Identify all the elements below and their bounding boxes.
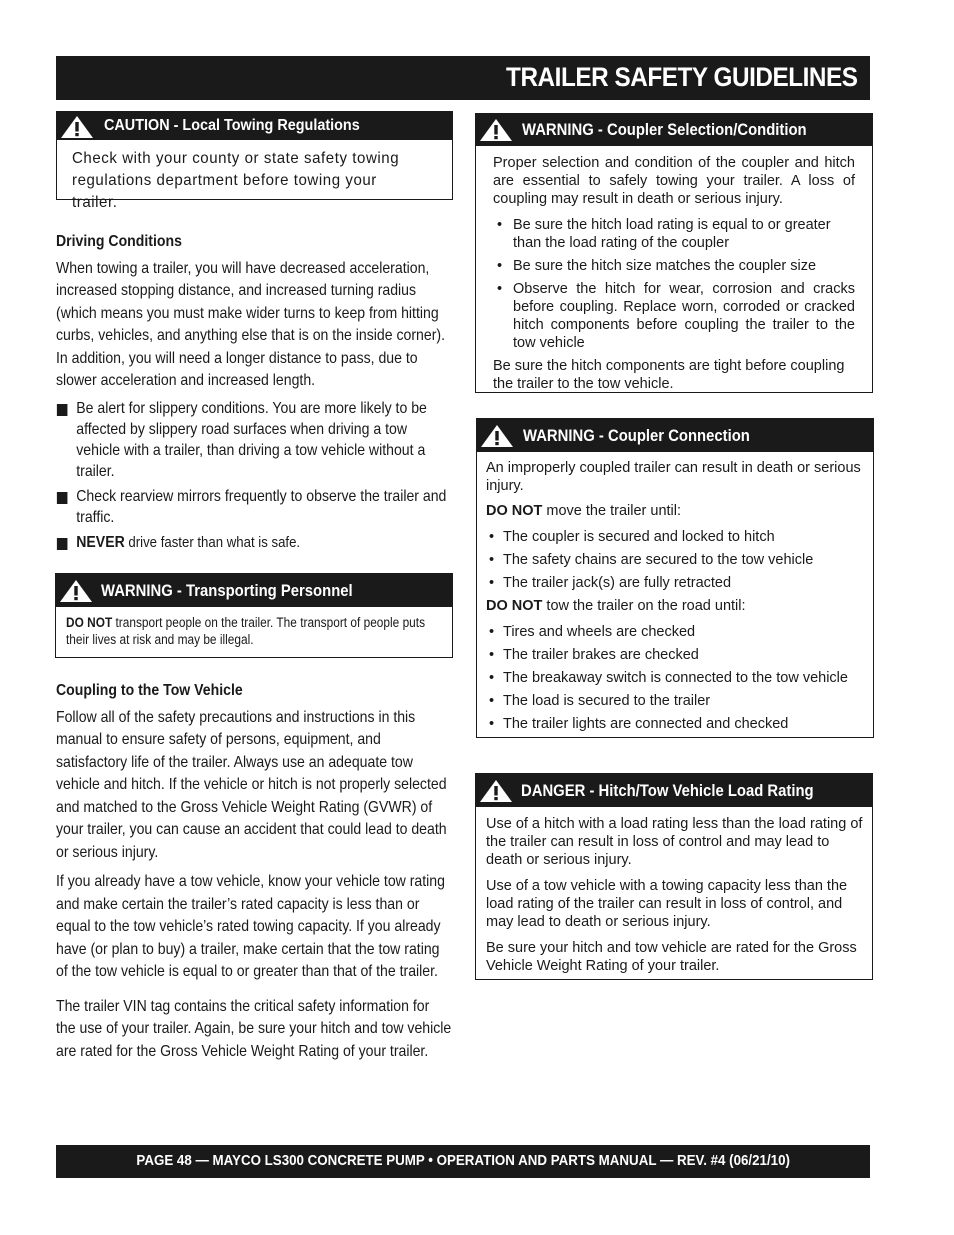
- square-bullet-icon: [57, 492, 68, 504]
- caution-local-towing-box: [56, 111, 453, 211]
- list-item: • Be sure the hitch load rating is equal to or greater than the load rating of the coupler: [497, 217, 831, 251]
- coupling-paragraph-3: The trailer VIN tag contains the critical safety information for the use of your trailer. Again, be sure your hitch and tow vehicle are rated for the Gross Vehicle Weight Rating of your trailer.: [56, 997, 452, 1060]
- warning-triangle-icon: [479, 118, 513, 142]
- danger-load-rating-header: [476, 774, 872, 807]
- danger-paragraph-2: Use of a tow vehicle with a towing capacity less than the load rating of the trailer can result in loss of control, and may lead to death or serious injury.: [486, 878, 848, 930]
- page-title-bar: [56, 56, 870, 100]
- coupler-selection-header: [476, 114, 872, 146]
- bullet-icon: •: [497, 281, 503, 297]
- warning-triangle-icon: [479, 779, 513, 803]
- driving-bullet-list: [56, 398, 452, 553]
- list-item: • The trailer lights are connected and checked: [489, 716, 789, 732]
- list-item: • The safety chains are secured to the tow vehicle: [489, 552, 814, 568]
- warning-transporting-personnel-box: [55, 573, 453, 658]
- footer-text: PAGE 48 — MAYCO LS300 CONCRETE PUMP • OPERATION AND PARTS MANUAL — REV. #4 (06/21/10): [136, 1153, 790, 1169]
- caution-title: CAUTION - Local Towing Regulations: [104, 117, 360, 134]
- caution-header: [57, 112, 452, 140]
- transporting-personnel-header: [56, 574, 452, 607]
- bullet-icon: •: [489, 647, 495, 663]
- list-item: • Tires and wheels are checked: [489, 624, 696, 640]
- list-item: • The coupler is secured and locked to hitch: [489, 529, 775, 545]
- coupler-selection-title: WARNING - Coupler Selection/Condition: [522, 121, 807, 139]
- bullet-icon: •: [489, 670, 495, 686]
- list-item: Be alert for slippery conditions. You are more likely to be affected by slippery road surfaces when driving a tow vehicle with a trailer, than driving a tow vehicle without a trailer.: [56, 398, 452, 482]
- transporting-personnel-body: DO NOT transport people on the trailer. The transport of people puts their lives at risk and may be illegal.: [66, 615, 426, 647]
- coupler-selection-bullets: [493, 216, 855, 352]
- coupler-selection-intro: Proper selection and condition of the coupler and hitch are essential to safely towing your trailer. A loss of coupling may result in death or serious injury.: [493, 155, 855, 207]
- do-not-move-line: DO NOT move the trailer until:: [486, 503, 682, 519]
- never-label: NEVER: [76, 533, 125, 551]
- coupler-selection-body: [493, 154, 855, 393]
- page-title: TRAILER SAFETY GUIDELINES: [506, 62, 858, 92]
- coupler-selection-outro: Be sure the hitch components are tight before coupling the trailer to the tow vehicle.: [493, 358, 845, 392]
- bullet-icon: •: [489, 693, 495, 709]
- danger-load-rating-title: DANGER - Hitch/Tow Vehicle Load Rating: [521, 782, 814, 800]
- do-not-tow-line: DO NOT tow the trailer on the road until:: [486, 598, 746, 614]
- square-bullet-icon: [57, 538, 68, 550]
- bullet-icon: •: [489, 529, 495, 545]
- warning-coupler-selection-box: [475, 113, 873, 393]
- transporting-personnel-title: WARNING - Transporting Personnel: [101, 582, 353, 600]
- driving-conditions-paragraph: When towing a trailer, you will have decreased acceleration, increased stopping distance, and increased turning radius (which means you must make wider turns to keep from hitting curbs, vehicles, and anything else that is on the inside corner). In addition, you will need a longer distance to pass, due to slower acceleration and increased length.: [56, 259, 445, 389]
- bullet-icon: •: [497, 217, 503, 233]
- coupling-paragraph-2: If you already have a tow vehicle, know your vehicle tow rating and make certain the trailer’s rated capacity is less than or equal to the tow vehicle’s rated towing capacity. If you already have (or plan to buy) a trailer, make certain that the tow rating of the tow vehicle is equal to or greater than that of the trailer.: [56, 873, 445, 980]
- warning-triangle-icon: [59, 579, 93, 603]
- list-item: NEVER drive faster than what is safe.: [56, 532, 452, 553]
- warning-triangle-icon: [480, 424, 514, 448]
- do-not-move-bullets: [486, 528, 868, 592]
- warning-coupler-connection-box: [476, 418, 874, 738]
- list-item: • The trailer jack(s) are fully retracted: [489, 575, 732, 591]
- list-item: • The trailer brakes are checked: [489, 647, 699, 663]
- coupler-connection-body: [486, 459, 868, 733]
- list-item: • Be sure the hitch size matches the coupler size: [497, 258, 817, 274]
- bullet-icon: •: [489, 575, 495, 591]
- driving-conditions-section: [56, 231, 452, 553]
- coupler-connection-header: [477, 419, 873, 452]
- danger-paragraph-1: Use of a hitch with a load rating less than the load rating of the trailer can result in loss of control and may lead to death or serious injury.: [486, 816, 863, 868]
- bullet-icon: •: [497, 258, 503, 274]
- list-item: • The load is secured to the trailer: [489, 693, 711, 709]
- coupling-heading: Coupling to the Tow Vehicle: [56, 682, 243, 699]
- bullet-icon: •: [489, 716, 495, 732]
- danger-load-rating-box: [475, 773, 873, 980]
- square-bullet-icon: [57, 404, 68, 416]
- caution-body: Check with your county or state safety towing regulations department before towing your trailer.: [72, 150, 400, 211]
- bullet-icon: •: [489, 552, 495, 568]
- driving-conditions-heading: Driving Conditions: [56, 233, 182, 250]
- danger-load-rating-body: [486, 815, 866, 975]
- warning-triangle-icon: [60, 115, 94, 139]
- page-footer: [56, 1145, 870, 1178]
- coupler-connection-intro: An improperly coupled trailer can result in death or serious injury.: [486, 460, 861, 494]
- list-item: • The breakaway switch is connected to the tow vehicle: [489, 670, 848, 686]
- do-not-tow-bullets: [486, 623, 868, 733]
- bullet-icon: •: [489, 624, 495, 640]
- list-item: Check rearview mirrors frequently to observe the trailer and traffic.: [56, 486, 452, 528]
- coupling-section: [56, 680, 452, 1063]
- coupler-connection-title: WARNING - Coupler Connection: [523, 427, 750, 445]
- coupling-paragraph-1: Follow all of the safety precautions and instructions in this manual to ensure safety of persons, equipment, and satisfactory life of the trailer. Always use an adequate tow vehicle and hitch. If the vehicle or hitch is not properly selected and matched to the Gross Vehicle Weight Rating (GVWR) of your trailer, you can cause an accident that could lead to death or serious injury.: [56, 708, 447, 861]
- danger-paragraph-3: Be sure your hitch and tow vehicle are rated for the Gross Vehicle Weight Rating of your trailer.: [486, 940, 857, 974]
- list-item: • Observe the hitch for wear, corrosion and cracks before coupling. Replace worn, corroded or cracked hitch components before coupling the trailer to the tow vehicle: [497, 281, 855, 351]
